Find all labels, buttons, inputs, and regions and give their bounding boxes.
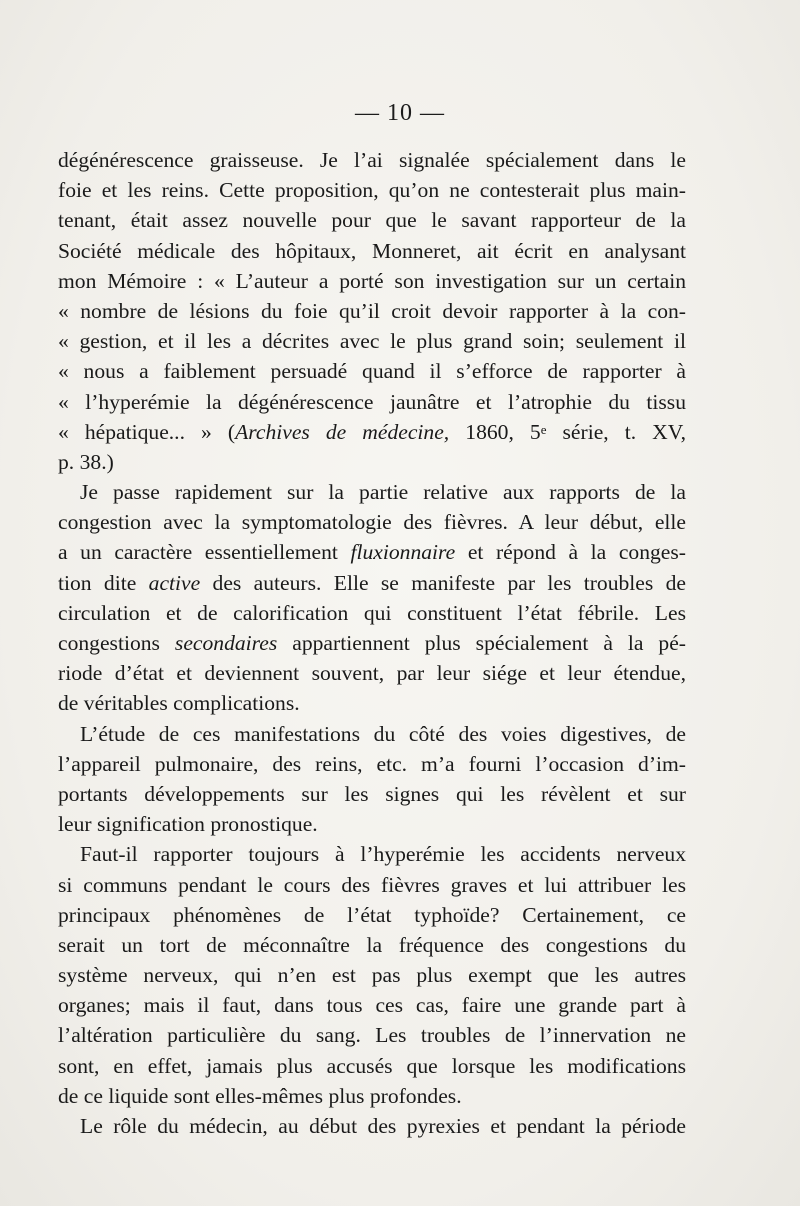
text-line: organes; mais il faut, dans tous ces cas, faire une grande part à [58, 993, 686, 1018]
text-line: « l’hyperémie la dégénérescence jaunâtre et l’atrophie du tissu [58, 389, 686, 414]
superscript: e [540, 421, 547, 437]
text-line [58, 628, 686, 658]
text-line: « nombre de lésions du foie qu’il croit devoir rapporter à la con- [58, 298, 686, 323]
text-line: foie et les reins. Cette proposition, qu’on ne contesterait plus main- [58, 178, 686, 203]
text-line: riode d’état et deviennent souvent, par leur siége et leur étendue, [58, 661, 686, 686]
text-line: mon Mémoire : « L’auteur a porté son investigation sur un certain [58, 268, 686, 293]
text-line: circulation et de calorification qui constituent l’état fébrile. Les [58, 600, 686, 625]
paragraph [58, 477, 686, 719]
text-run: tion dite [58, 570, 149, 595]
text-line: dégénérescence graisseuse. Je l’ai signalée spécialement dans le [58, 148, 686, 172]
text-run: et répond à la conges- [455, 540, 686, 565]
text-line: portants développements sur les signes qui les révèlent et sur [58, 781, 686, 806]
italic-text: Archives de médecine, [235, 419, 450, 444]
paragraph [58, 839, 686, 1111]
text-line: Le rôle du médecin, au début des pyrexies et pendant la période [80, 1114, 686, 1138]
text-run: a un caractère essentiellement [58, 540, 351, 565]
text-line: système nerveux, qui n’en est pas plus exempt que les autres [58, 963, 686, 988]
paragraph [58, 719, 686, 840]
italic-text: fluxionnaire [350, 540, 456, 565]
text-run: appartiennent plus spécialement à la pé- [277, 631, 686, 655]
text-line: Société médicale des hôpitaux, Monneret, ait écrit en analysant [58, 238, 686, 263]
text-run: des auteurs. Elle se manifeste par les troubles de [200, 570, 686, 595]
text-line [58, 568, 686, 598]
text-line: « nous a faiblement persuadé quand il s’efforce de rapporter à [58, 359, 686, 384]
text-line: l’altération particulière du sang. Les troubles de l’innervation ne [58, 1023, 686, 1048]
body-text [58, 145, 686, 1141]
italic-text: active [148, 570, 201, 595]
text-line [58, 537, 686, 567]
text-line: congestion avec la symptomatologie des fièvres. A leur début, elle [58, 510, 686, 535]
text-line: leur signification pronostique. [58, 812, 318, 837]
paragraph [58, 1111, 686, 1141]
text-line: de véritables complications. [58, 691, 300, 716]
page-number: — 10 — [355, 100, 445, 126]
text-line: sont, en effet, jamais plus accusés que lorsque les modifications [58, 1053, 686, 1078]
italic-text: secondaires [174, 631, 278, 655]
text-line: si communs pendant le cours des fièvres graves et lui attribuer les [58, 872, 686, 897]
text-line: « gestion, et il les a décrites avec le plus grand soin; seulement il [58, 329, 686, 354]
text-line: Je passe rapidement sur la partie relative aux rapports de la [80, 480, 686, 505]
text-line: de ce liquide sont elles-mêmes plus profondes. [58, 1083, 462, 1108]
text-run: « hépatique... » ( [58, 419, 236, 444]
text-run: congestions [58, 631, 175, 655]
paragraph [58, 145, 686, 477]
text-line: l’appareil pulmonaire, des reins, etc. m’a fourni l’occasion d’im- [58, 751, 686, 776]
text-line: principaux phénomènes de l’état typhoïde? Certainement, ce [58, 902, 686, 927]
text-line: L’étude de ces manifestations du côté des voies digestives, de [80, 721, 686, 746]
text-run: 1860, 5 [449, 419, 541, 444]
text-line: p. 38.) [58, 449, 114, 474]
text-run: série, t. XV, [546, 419, 686, 444]
text-line: serait un tort de méconnaître la fréquence des congestions du [58, 932, 686, 957]
text-line: tenant, était assez nouvelle pour que le savant rapporteur de la [58, 208, 686, 233]
text-line: Faut-il rapporter toujours à l’hyperémie les accidents nerveux [80, 842, 686, 867]
text-line [58, 417, 686, 447]
